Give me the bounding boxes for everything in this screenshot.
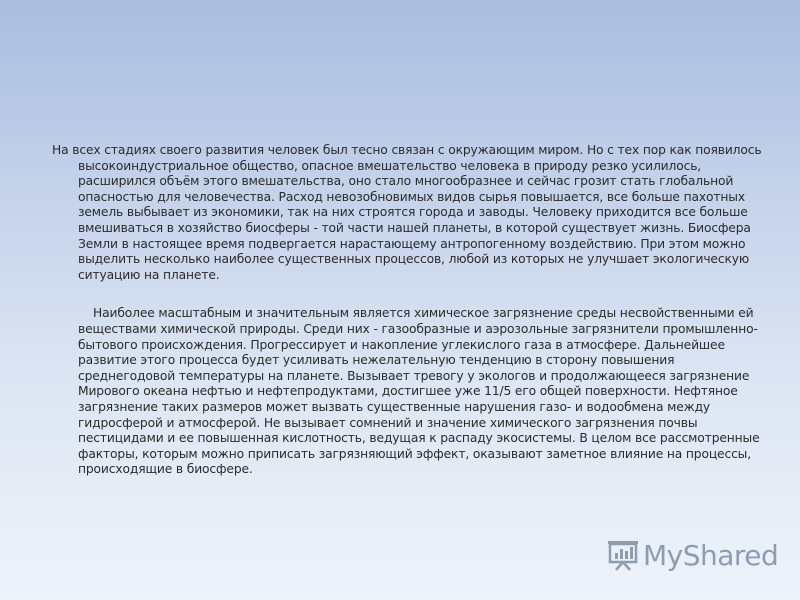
slide-body <box>52 143 768 478</box>
watermark-text: MyShared <box>643 538 779 572</box>
paragraph-1: На всех стадиях своего развития человек был тесно связан с окружающим миром. Но с тех пор как появилось высокоиндустриальное общество, опасное вмешательство человека в природу резко усилилось, расширился объём этого вмешательства, оно стало многообразнее и сейчас грозит стать глобальной опасностью для человечества. Расход невозобновимых видов сырья повышается, все больше пахотных земель выбывает из экономики, так на них строятся города и заводы. Человеку приходится все больше вмешиваться в хозяйство биосферы - той части нашей планеты, в которой существует жизнь. Биосфера Земли в настоящее время подвергается нарастающему антропогенному воздействию. При этом можно выделить несколько наиболее существенных процессов, любой из которых не улучшает экологическую ситуацию на планете. <box>52 143 762 282</box>
paragraph-2: Наиболее масштабным и значительным является химическое загрязнение среды несвойственными ей веществами химической природы. Среди них - газообразные и аэрозольные загрязнители промышленно-бытового происхождения. Прогрессирует и накопление углекислого газа в атмосфере. Дальнейшее развитие этого процесса будет усиливать нежелательную тенденцию в сторону повышения среднегодовой температуры на планете. Вызывает тревогу у экологов и продолжающееся загрязнение Мирового океана нефтью и нефтепродуктами, достигшее уже 11/5 его общей поверхности. Нефтяное загрязнение таких размеров может вызвать существенные нарушения газо- и водообмена между гидросферой и атмосферой. Не вызывает сомнений и значение химического загрязнения почвы пестицидами и ее повышенная кислотность, ведущая к распаду экосистемы. В целом все рассмотренные факторы, которым можно приписать загрязняющий эффект, оказывают заметное влияние на процессы, происходящие в биосфере. <box>78 306 760 477</box>
presentation-board-icon <box>606 538 640 572</box>
myshared-watermark <box>606 536 778 574</box>
